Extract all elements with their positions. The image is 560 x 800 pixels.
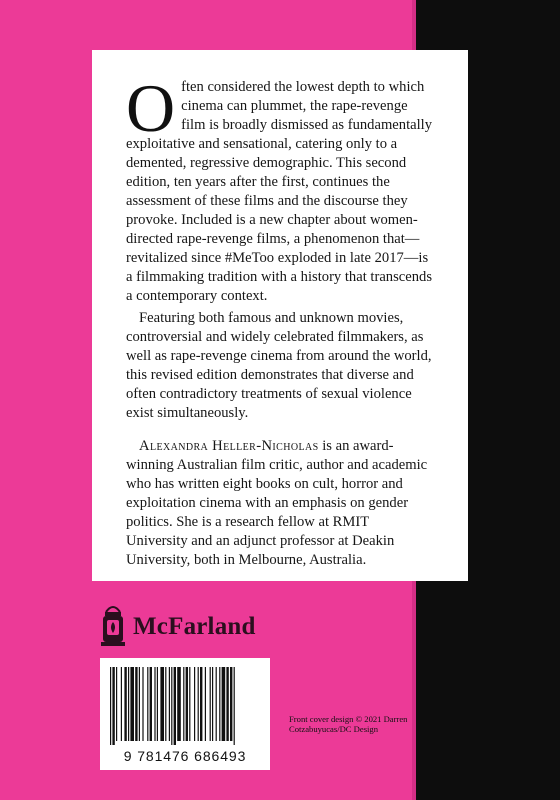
barcode-bar — [139, 667, 140, 741]
barcode-bar — [174, 667, 176, 745]
barcode-bar — [205, 667, 206, 741]
barcode-bar — [147, 667, 148, 741]
barcode-bar — [198, 667, 199, 741]
barcode-bar — [226, 667, 228, 741]
blurb-panel — [92, 50, 468, 581]
author-bio — [126, 437, 434, 570]
barcode-bar — [194, 667, 195, 741]
barcode-bar — [222, 667, 226, 741]
barcode-bar — [160, 667, 164, 741]
barcode-bar — [200, 667, 202, 741]
barcode-bar — [212, 667, 213, 741]
publisher-name: McFarland — [133, 613, 256, 640]
barcode-bar — [124, 667, 126, 741]
barcode-bar — [150, 667, 152, 741]
isbn-number: 9 781476 686493 — [123, 748, 247, 764]
author-bio-text: is an award-winning Australian film critic, author and academic who has written eight books on cult, horror and exploitation cinema with an emphasis on gender politics. She is a research fellow at RMIT University and an adjunct professor at Deakin University, both in Melbourne, Australia. — [126, 438, 428, 568]
barcode-bar — [112, 667, 114, 745]
drop-cap: O — [126, 70, 176, 146]
cover-design-credit: Front cover design © 2021 Darren Cotzabuyucas/DC Design — [289, 714, 408, 735]
barcode-bar — [142, 667, 143, 741]
barcode-bar — [154, 667, 155, 741]
barcode-bar — [171, 667, 172, 745]
barcode-bar — [183, 667, 184, 741]
author-name: Alexandra Heller-Nicholas — [139, 438, 319, 454]
barcode — [108, 667, 262, 745]
barcode-bar — [165, 667, 166, 741]
barcode-bar — [169, 667, 170, 741]
blurb-paragraph-1 — [126, 70, 434, 306]
barcode-bar — [189, 667, 190, 741]
barcode-bar — [186, 667, 188, 741]
barcode-bar — [230, 667, 232, 741]
barcode-bar — [219, 667, 220, 741]
barcode-bar — [128, 667, 129, 741]
blurb-paragraph-1-text: ften considered the lowest depth to which cinema can plummet, the rape-revenge film is broadly dismissed as fundamentally exploitative and sensational, catering only to a demented, regressive demographic. This second edition, ten years after the first, continues the assessment of these films and the discourse they provoke. Included is a new chapter about women-directed rape-revenge films, a phenomenon that—revitalized since #MeToo exploded in late 2017—is a filmmaking tradition with a history that transcends a contemporary context. — [126, 79, 433, 304]
barcode-bar — [157, 667, 158, 741]
barcode-bar — [121, 667, 122, 741]
barcode-bar — [130, 667, 134, 741]
barcode-bar — [216, 667, 217, 741]
barcode-bar — [234, 667, 235, 745]
barcode-bar — [135, 667, 137, 741]
barcode-bar — [177, 667, 181, 741]
barcode-box — [100, 658, 270, 770]
lantern-icon — [100, 604, 126, 650]
blurb-paragraph-2: Featuring both famous and unknown movies, controversial and widely celebrated filmmakers, as well as rape-revenge cinema from around the world, this revised edition demonstrates that diverse and often contradictory treatments of sexual violence exist simultaneously. — [126, 310, 432, 421]
barcode-bar — [110, 667, 111, 745]
barcode-bar — [116, 667, 117, 741]
barcode-bar — [210, 667, 211, 741]
publisher-logo — [100, 604, 256, 650]
